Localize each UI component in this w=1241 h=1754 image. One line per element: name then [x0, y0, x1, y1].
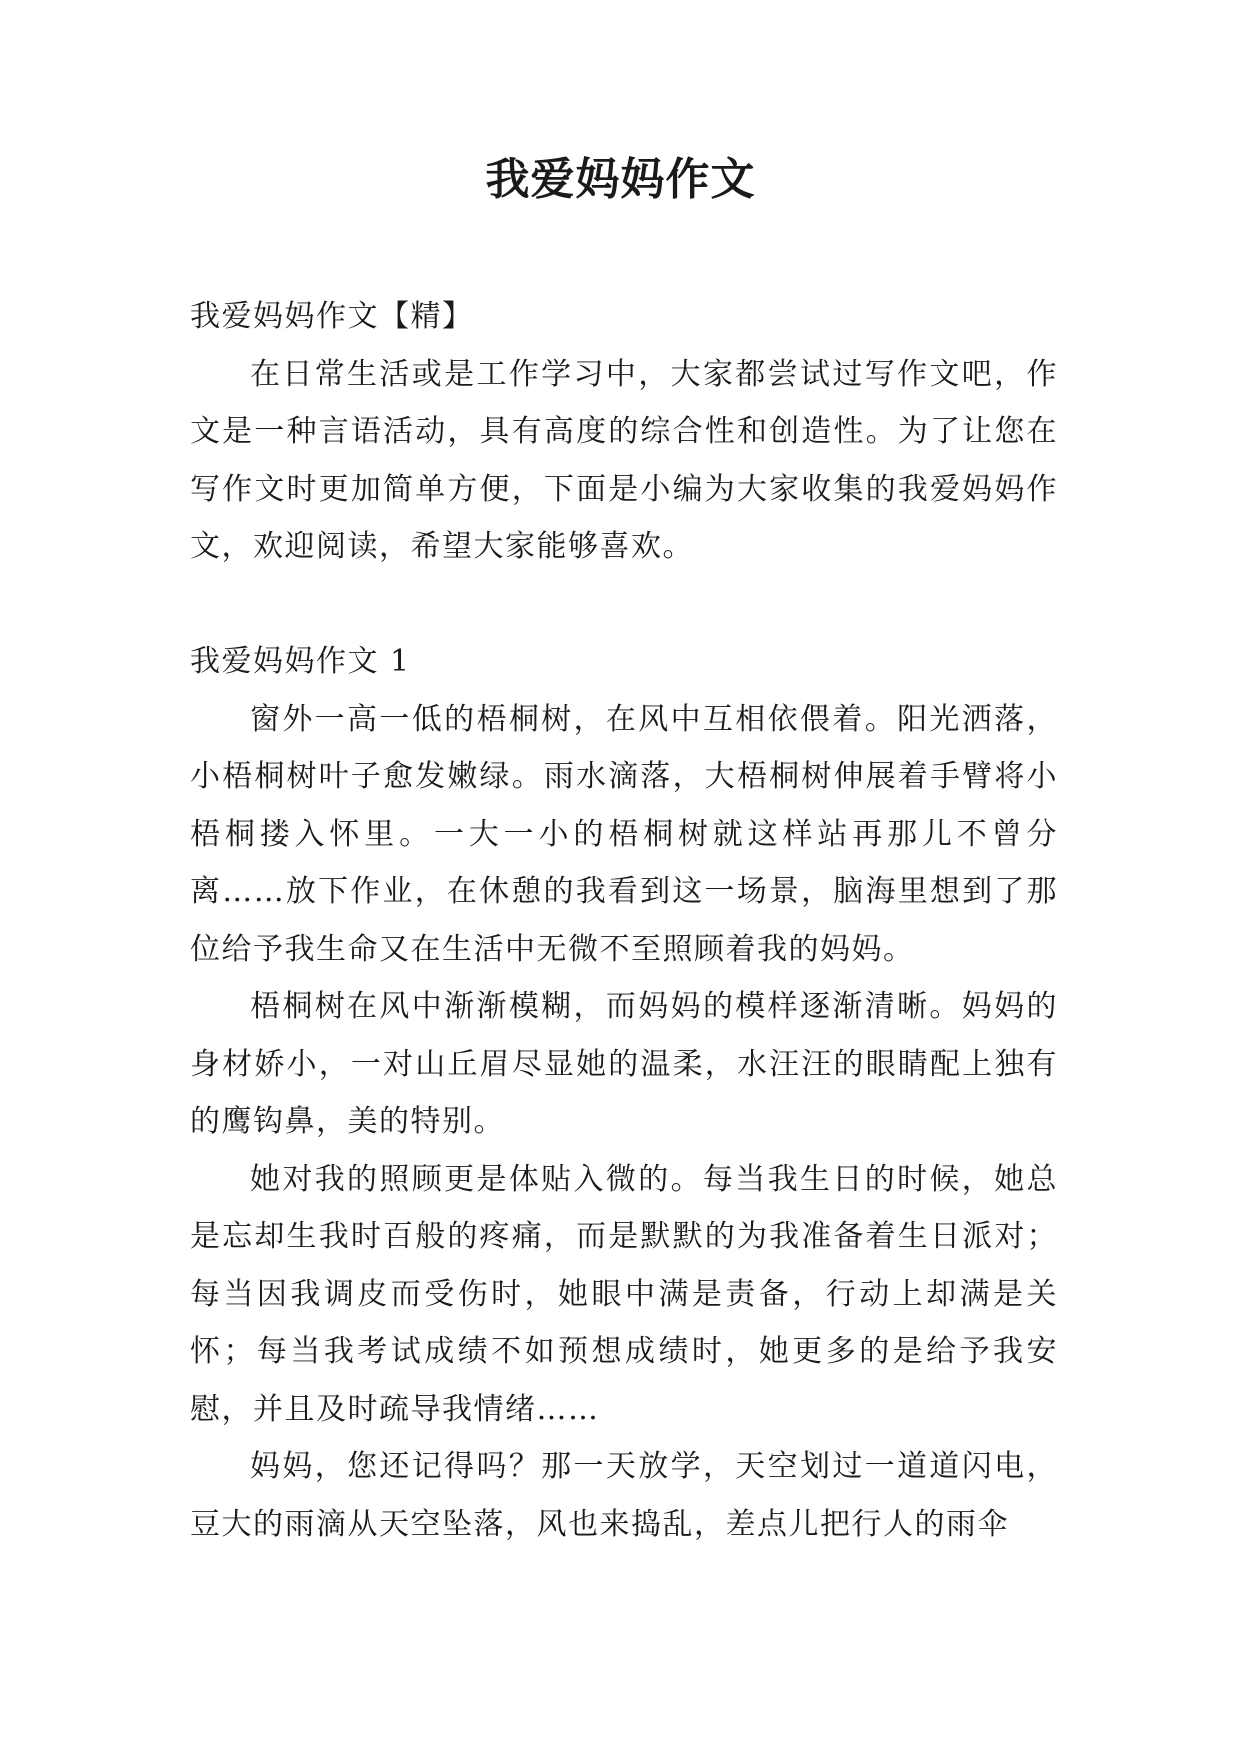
body-paragraph: 梧桐树在风中渐渐模糊，而妈妈的模样逐渐清晰。妈妈的身材娇小，一对山丘眉尽显她的温柔，水汪汪的眼睛配上独有的鹰钩鼻，美的特别。 — [190, 989, 1058, 1139]
body-paragraph: 她对我的照顾更是体贴入微的。每当我生日的时候，她总是忘却生我时百般的疼痛，而是默默的为我准备着生日派对；每当因我调皮而受伤时，她眼中满是责备，行动上却满是关怀；每当我考试成绩不如预想成绩时，她更多的是给予我安慰，并且及时疏导我情绪…… — [190, 1161, 1058, 1427]
paragraph-spacer — [190, 576, 1058, 634]
document-body — [190, 288, 1058, 1553]
section-heading: 我爱妈妈作文 1 — [190, 644, 411, 679]
intro-paragraph: 在日常生活或是工作学习中，大家都尝试过写作文吧，作文是一种言语活动，具有高度的综合性和创造性。为了让您在写作文时更加简单方便，下面是小编为大家收集的我爱妈妈作文，欢迎阅读，希望大家能够喜欢。 — [190, 356, 1058, 564]
document-subtitle: 我爱妈妈作文【精】 — [190, 299, 474, 334]
document-title: 我爱妈妈作文 — [485, 154, 756, 205]
body-paragraph: 窗外一高一低的梧桐树，在风中互相依偎着。阳光洒落，小梧桐树叶子愈发嫩绿。雨水滴落，大梧桐树伸展着手臂将小梧桐搂入怀里。一大一小的梧桐树就这样站再那儿不曾分离……放下作业，在休憩的我看到这一场景，脑海里想到了那位给予我生命又在生活中无微不至照顾着我的妈妈。 — [190, 701, 1058, 967]
body-paragraph: 妈妈，您还记得吗？那一天放学，天空划过一道道闪电，豆大的雨滴从天空坠落，风也来捣乱，差点儿把行人的雨伞 — [190, 1449, 1058, 1542]
